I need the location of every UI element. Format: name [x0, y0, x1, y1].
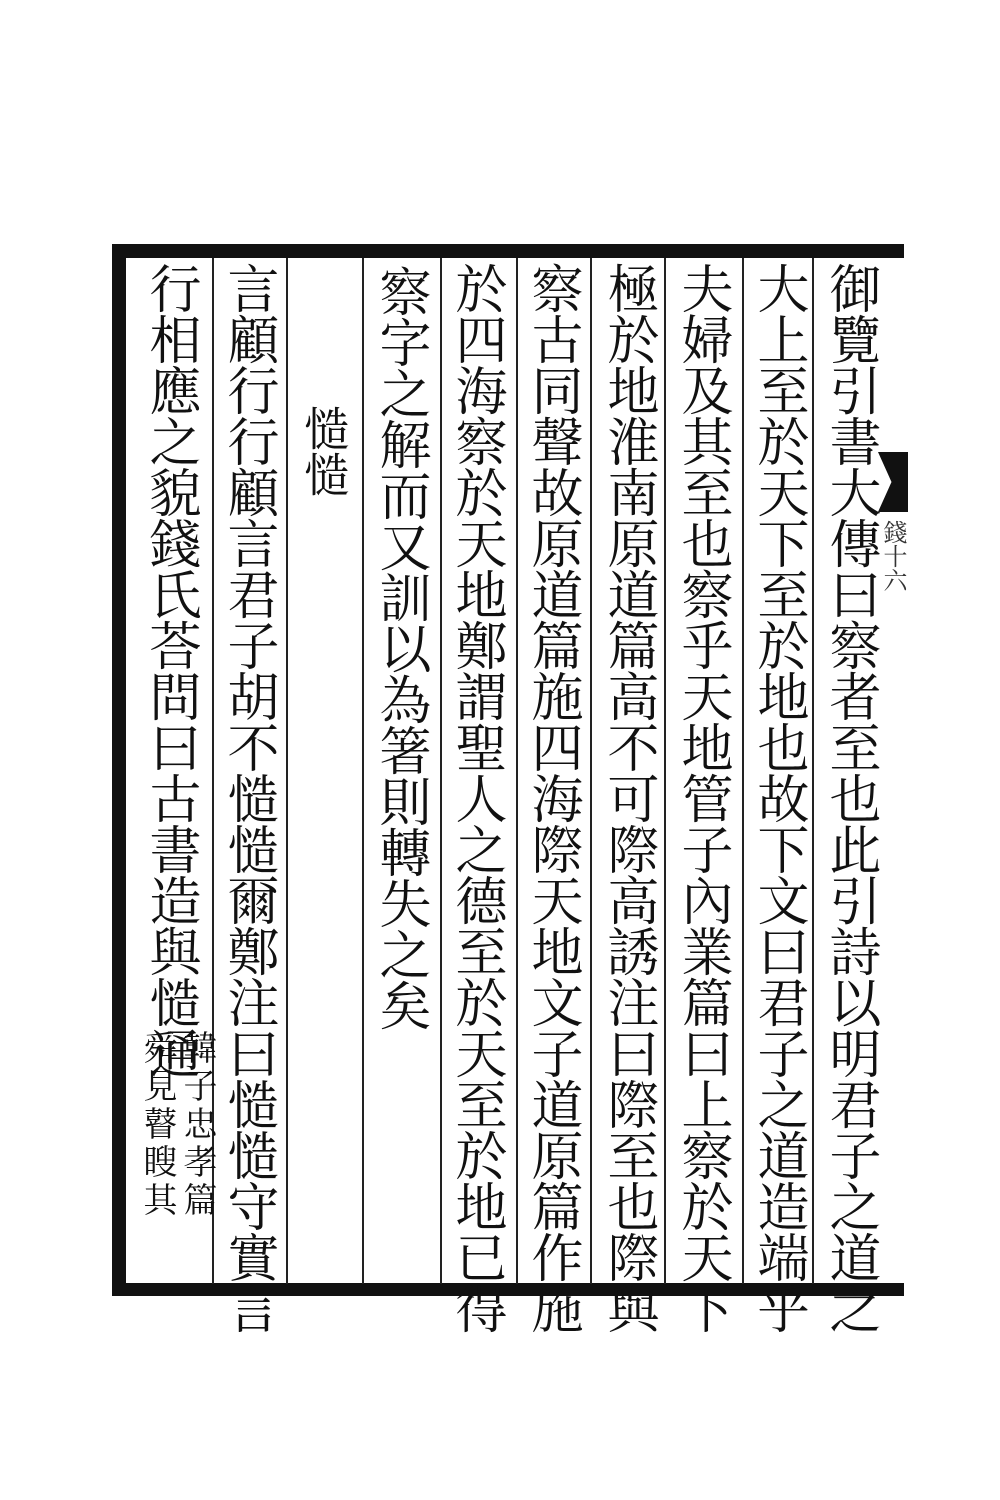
- column-rule: [516, 258, 518, 1284]
- text-column-2: 大上至於天下至於地也故下文曰君子之道造端乎: [748, 262, 808, 1333]
- text-column-6: 於四海察於天地鄭謂聖人之德至於天至於地已得: [446, 262, 506, 1333]
- frame-left-border: [112, 244, 126, 1296]
- text-column-10: 行相應之貌錢氏荅問曰古書造與慥通: [140, 262, 200, 1078]
- text-column-5: 察古同聲故原道篇施四海際天地文子道原篇作施: [522, 262, 582, 1333]
- entry-heading: 慥慥: [297, 405, 351, 497]
- column-rule: [590, 258, 592, 1284]
- column-rule: [742, 258, 744, 1284]
- fishtail-mark-icon: [878, 452, 908, 512]
- annotation-note-right: 韓子忠孝篇: [177, 1030, 217, 1220]
- column-rule: [664, 258, 666, 1284]
- text-column-9: 言顧行行顧言君子胡不慥慥爾鄭注曰慥慥守實言: [218, 262, 278, 1333]
- column-rule: [812, 258, 814, 1284]
- annotation-note-left: 舜見瞽瞍其: [137, 1030, 177, 1220]
- text-column-3: 夫婦及其至也察乎天地管子內業篇曰上察於天下: [672, 262, 732, 1333]
- frame-top-border: [112, 244, 904, 258]
- column-rule: [440, 258, 442, 1284]
- column-rule: [362, 258, 364, 1284]
- text-column-7: 察字之解而又訓以為箸則轉失之矣: [370, 265, 430, 1030]
- text-column-1: 御覽引書大傳曰察者至也此引詩以明君子之道之: [820, 262, 880, 1333]
- margin-fragment: 錢十六: [879, 520, 907, 592]
- column-rule: [286, 258, 288, 1284]
- text-column-4: 極於地淮南原道篇高不可際高誘注曰際至也際與: [598, 262, 658, 1333]
